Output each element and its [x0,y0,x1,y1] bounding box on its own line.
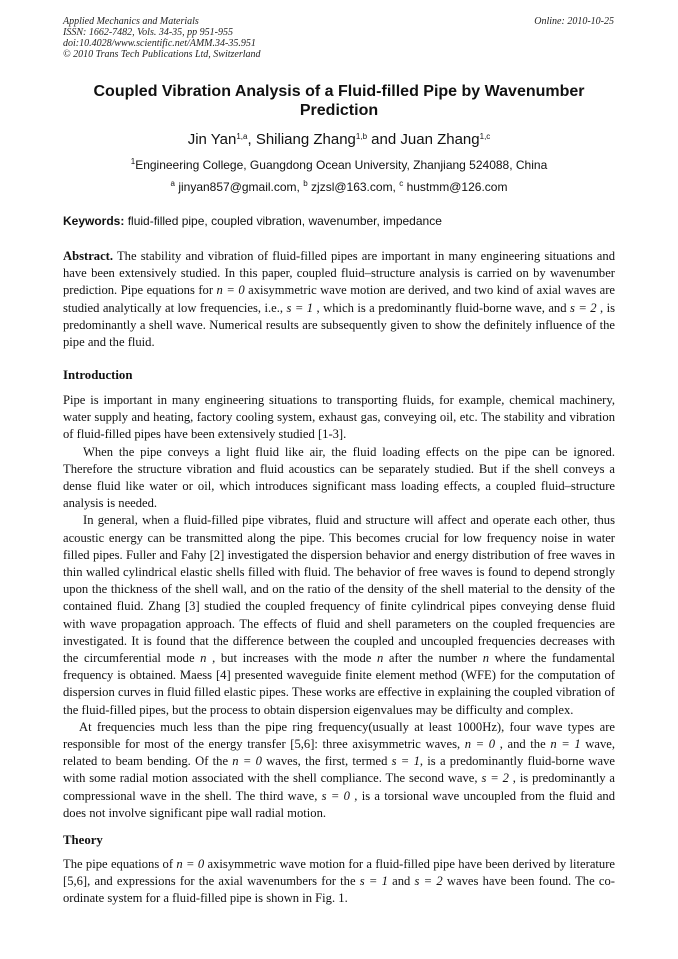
paragraph-text: The pipe equations of [63,857,177,871]
paragraph-text: waves have been found. The co-ordinate system for a fluid-filled pipe is shown in Fig. 1. [63,874,615,906]
affiliation-sup: 1 [130,157,136,166]
intro-paragraph-4 [63,719,615,822]
theory-paragraph-1 [63,856,615,908]
paragraph-text: , is predominantly a compressional wave in the shell. The third wave, [63,771,616,803]
abstract-paragraph [63,248,615,351]
email-b[interactable]: zjzsl@163.com, [307,180,400,194]
author-affil-sup: 1,c [479,132,491,141]
math-inline: s = 0 [321,788,350,803]
section-heading-introduction: Introduction [63,368,133,382]
math-inline: s = 2 [414,874,443,889]
email-sup: c [399,179,404,188]
affiliation [63,158,615,172]
journal-name: Applied Mechanics and Materials [63,16,199,27]
section-heading-theory: Theory [63,833,103,847]
theory-body [63,856,615,908]
paragraph-text: where the fundamental frequency is obtained. Maess [4] presented waveguide finite element method (WFE) for the computation of dispersion curves in fluid filled elastic pipes. These works are effective in explaining the coupled vibration of the fluid-filled pipes, but the process to obtain dispersion eigenvalues may be difficulty and complex. [63,651,616,717]
author-name: Juan Zhang [400,131,480,148]
paragraph-text: , and the [495,737,551,752]
online-date: Online: 2010-10-25 [534,16,614,27]
math-inline: n = 1 [550,737,581,752]
abstract [63,248,615,351]
intro-paragraph-2: When the pipe conveys a light fluid like air, the fluid loading effects on the pipe can be ignored. Therefore the structure vibration and fluid acoustics can be separately studied. But if the shell conveys a dense fluid like water or oil, which introduces significant mass loading effects, a coupled fluid–structure analysis is needed. [63,444,615,511]
author-separator: and [367,131,401,148]
author-affil-sup: 1,a [236,132,248,141]
email-sup: a [170,179,175,188]
paragraph-text: wave, related to beam bending. Of the [63,737,616,769]
paragraph-text: At frequencies much less than the pipe ring frequency(usually at least 1000Hz), four wave types are responsible for most of the energy transfer [5,6]: three axisymmetric waves, [63,719,615,752]
intro-paragraph-3 [63,512,615,718]
math-inline: n [377,651,384,666]
paragraph-text: , but increases with the mode [206,651,377,666]
email-sup: b [303,179,308,188]
paragraph-text: and [387,874,415,889]
paragraph-text: axisymmetric wave motion for a fluid-filled pipe have been derived by literature [5,6], and expressions for the axial wavenumbers for the [63,857,616,889]
author-name: Shiliang Zhang [255,131,356,148]
journal-header [63,16,443,60]
journal-copyright: © 2010 Trans Tech Publications Ltd, Switzerland [63,49,261,60]
author-emails [63,180,615,194]
intro-paragraph-1: Pipe is important in many engineering situations to transporting fluids, for example, chemical machinery, water supply and heating, factory cooling system, exhaust gas, conveying oil, etc. The stability and vibration of fluid-filled pipes have been extensively studied [1-3]. [63,393,615,442]
abstract-text: , is predominantly a shell wave. Numerical results are subsequently given to show the definitely influence of the pipe and the fluid. [63,300,616,350]
math-inline: n = 0 [232,754,262,769]
introduction-body [63,392,615,822]
math-inline: s = 1 [359,874,388,889]
paragraph-text: after the number [383,651,483,666]
keywords-label: Keywords: [63,214,125,228]
author-list [63,131,615,148]
abstract-text: , which is a predominantly fluid-borne wave, and [313,300,570,315]
keywords [63,214,615,228]
author-separator: , [247,131,256,148]
abstract-text: axisymmetric wave motion are derived, and two kind of axial waves are studied analytically at low frequencies, i.e., [63,283,615,315]
math-inline: n [482,651,490,666]
email-a[interactable]: jinyan857@gmail.com, [174,180,304,194]
paper-title: Coupled Vibration Analysis of a Fluid-filled Pipe by Wavenumber Prediction [93,83,585,119]
math-inline: n [200,651,207,666]
math-inline: n = 0 [464,737,496,752]
math-inline: s = 2 [481,771,509,786]
paragraph-text: , is a torsional wave uncoupled from the fluid and does not involve significant pipe wall radial motion. [63,788,616,820]
abstract-text: The stability and vibration of fluid-filled pipes are important in many engineering situations and have been extensively studied. In this paper, coupled fluid–structure analysis is carried on by wavenumber prediction. Pipe equations for [63,249,615,298]
math-inline: n = 0 [176,857,205,871]
affiliation-text: Engineering College, Guangdong Ocean University, Zhanjiang 524088, China [135,158,548,172]
paragraph-text: waves, the first, termed [261,754,392,769]
math-inline: s = 1 [286,300,314,315]
journal-issn: ISSN: 1662-7482, Vols. 34-35, pp 951-955 [63,27,233,38]
math-inline: s = 1 [391,754,420,769]
email-c[interactable]: hustmm@126.com [403,180,508,194]
math-inline: n = 0 [216,283,245,298]
journal-doi[interactable]: doi:10.4028/www.scientific.net/AMM.34-35.951 [63,38,256,49]
math-inline: s = 2 [569,300,597,315]
paragraph-text: , is a predominantly fluid-borne wave with some radial motion associated with the shell compliance. The second wave, [63,754,615,786]
author-name: Jin Yan [187,131,237,148]
keywords-text: fluid-filled pipe, coupled vibration, wavenumber, impedance [124,214,442,228]
abstract-label: Abstract. [63,249,114,263]
author-affil-sup: 1,b [355,132,368,141]
paragraph-text: In general, when a fluid-filled pipe vibrates, fluid and structure will affect and operate each other, thus acoustic energy can be transmitted along the pipe. This becomes crucial for low frequency noise in water filled pipes. Fuller and Fahy [2] investigated the dispersion behavior and energy distribution of free waves in thin walled cylindrical elastic shells filled with fluid. The behavior of free waves is found to depend strongly upon the thickness of the shell wall, and on the ratio of the density of the shell material to the density of the contained fluid. Zhang [3] studied the coupled frequency of finite cylindrical pipes conveying dense fluid with wave propagation approach. The effects of fluid and shell parameters on the coupled frequencies are investigated. It is found that the difference between the coupled and uncoupled frequencies decreases with the circumferential mode [63,513,615,666]
